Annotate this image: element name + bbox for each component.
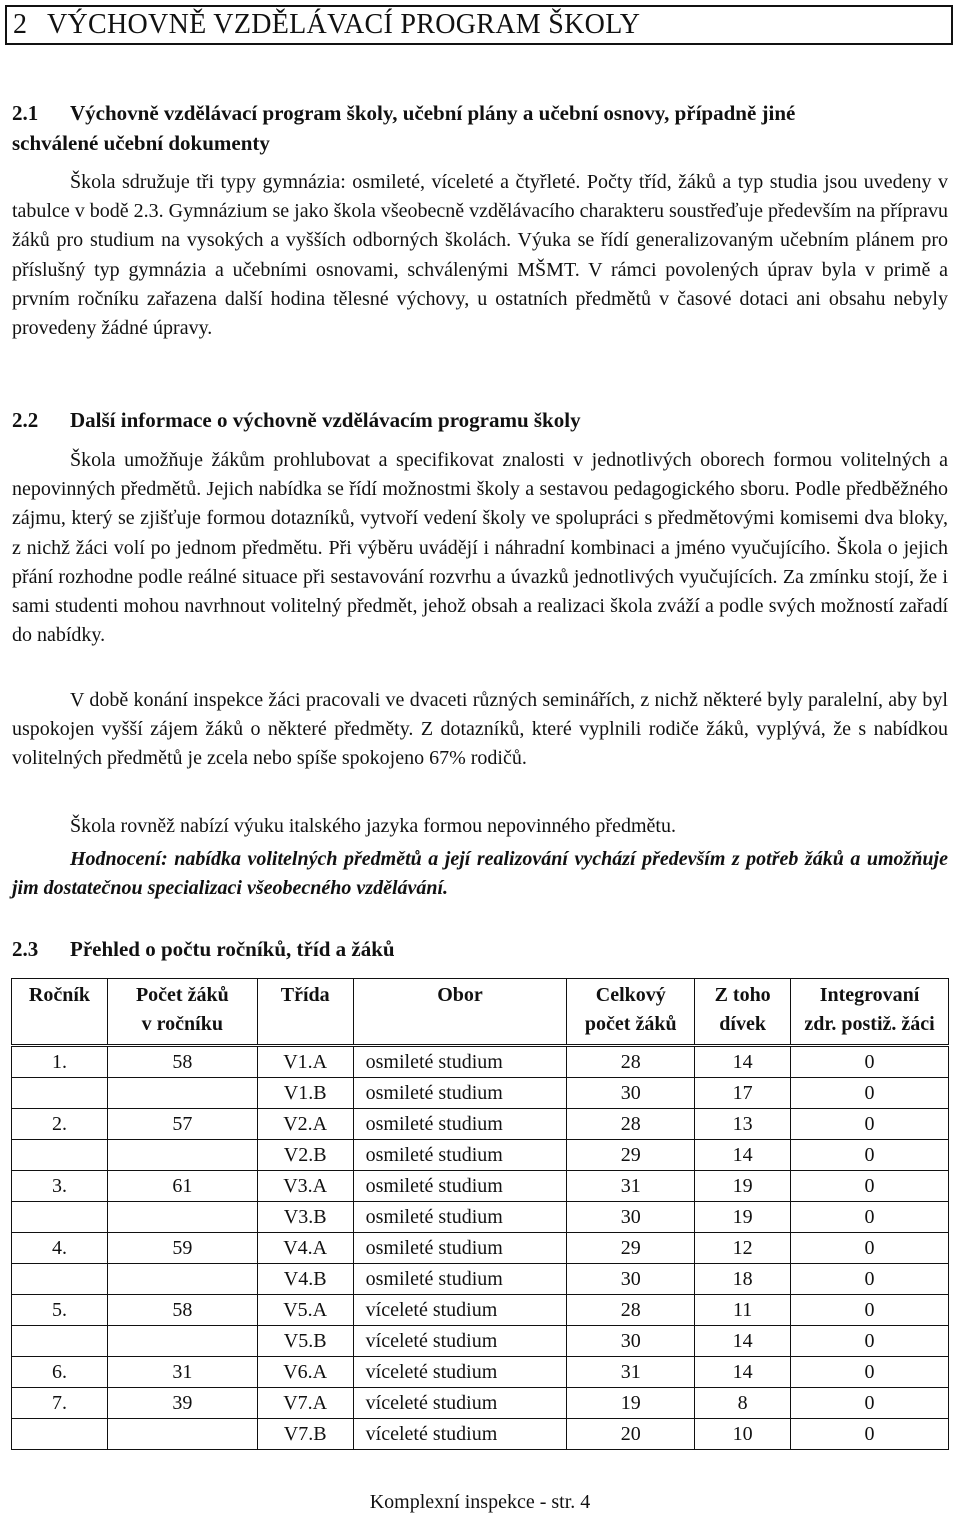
table-cell: osmileté studium: [353, 1264, 567, 1295]
table-cell: 5.: [12, 1295, 108, 1326]
table-header-cell: [12, 979, 108, 1046]
chapter-number: 2: [13, 9, 28, 40]
table-cell: 20: [567, 1419, 695, 1450]
table-row: [12, 1046, 949, 1078]
table-cell: V5.A: [257, 1295, 353, 1326]
table-cell: [107, 1078, 257, 1109]
table-cell: 0: [791, 1140, 949, 1171]
table-cell: 28: [567, 1046, 695, 1078]
table-cell: 11: [695, 1295, 791, 1326]
section-2-2-paragraph-3: Škola rovněž nabízí výuku italského jazyka formou nepovinného předmětu.: [70, 815, 676, 837]
chapter-heading: [5, 5, 953, 45]
table-cell: 61: [107, 1171, 257, 1202]
header-line-2: počet žáků: [584, 1013, 677, 1035]
table-cell: [107, 1264, 257, 1295]
table-cell: V2.B: [257, 1140, 353, 1171]
table-cell: 13: [695, 1109, 791, 1140]
chapter-title: VÝCHOVNĚ VZDĚLÁVACÍ PROGRAM ŠKOLY: [47, 9, 641, 40]
table-cell: 31: [107, 1357, 257, 1388]
section-title: Další informace o výchovně vzdělávacím programu školy: [70, 408, 581, 432]
table-cell: [12, 1140, 108, 1171]
table-cell: 1.: [12, 1046, 108, 1078]
header-line-1: Integrovaní: [819, 984, 920, 1006]
table-cell: 0: [791, 1419, 949, 1450]
page-footer: Komplexní inspekce - str. 4: [369, 1491, 591, 1513]
table-cell: [12, 1202, 108, 1233]
table-cell: 0: [791, 1109, 949, 1140]
section-2-2-heading: [12, 405, 952, 435]
table-cell: osmileté studium: [353, 1109, 567, 1140]
table-cell: osmileté studium: [353, 1171, 567, 1202]
table-cell: 4.: [12, 1233, 108, 1264]
section-number: 2.3: [12, 937, 39, 961]
section-number: 2.1: [12, 101, 39, 125]
table-cell: 0: [791, 1357, 949, 1388]
section-2-2-paragraph-1: Škola umožňuje žákům prohlubovat a specifikovat znalosti v jednotlivých oborech formou volitelných a nepovinných předmětů. Jejich nabídka se řídí možnostmi školy a sestavou pedagogického sboru. Podle předběžného zájmu, který se zjišťuje formou dotazníků, vytvoří vedení školy ve spolupráci s předmětovými komisemi dva bloky, z nichž žáci volí po jednom předmětu. Při výběru uvádějí i náhradní kombinaci a jméno vyučujícího. Škola o jejich přání rozhodne podle reálné situace při sestavování rozvrhu a úvazků jednotlivých vyučujících. Za zmínku stojí, že i sami studenti mohou navrhnout volitelný předmět, jehož obsah a realizaci škola zváží a podle svých možností zařadí do nabídky.: [12, 449, 948, 647]
table-cell: víceleté studium: [353, 1326, 567, 1357]
table-row: [12, 1326, 949, 1357]
section-number: 2.2: [12, 408, 39, 432]
section-title-line1: Výchovně vzdělávací program školy, učební plány a učební osnovy, případně jiné: [70, 101, 796, 125]
table-cell: [12, 1326, 108, 1357]
table-cell: 0: [791, 1388, 949, 1419]
table-cell: 3.: [12, 1171, 108, 1202]
table-cell: [107, 1419, 257, 1450]
table-row: [12, 1264, 949, 1295]
evaluation-paragraph: Hodnocení: nabídka volitelných předmětů a její realizování vychází především z potřeb žáků a umožňuje jim dostatečnou specializaci všeobecného vzdělávání.: [12, 848, 948, 900]
table-row: [12, 1202, 949, 1233]
section-2-2-paragraph-2: V době konání inspekce žáci pracovali ve dvaceti různých seminářích, z nichž některé byly paralelní, aby byl uspokojen vyšší zájem žáků o některé předměty. Z dotazníků, které vyplnili rodiče žáků, vyplývá, že s nabídkou volitelných předmětů je zcela nebo spíše spokojeno 67% rodičů.: [12, 689, 948, 770]
table-cell: 19: [695, 1171, 791, 1202]
table-cell: 58: [107, 1046, 257, 1078]
table-cell: 29: [567, 1233, 695, 1264]
table-cell: 18: [695, 1264, 791, 1295]
table-cell: 28: [567, 1109, 695, 1140]
table-cell: 19: [695, 1202, 791, 1233]
table-cell: V1.B: [257, 1078, 353, 1109]
table-cell: 0: [791, 1233, 949, 1264]
table-cell: 39: [107, 1388, 257, 1419]
table-cell: 57: [107, 1109, 257, 1140]
table-cell: V3.B: [257, 1202, 353, 1233]
table-cell: 6.: [12, 1357, 108, 1388]
table-cell: 0: [791, 1264, 949, 1295]
table-cell: osmileté studium: [353, 1233, 567, 1264]
table-header-cell: [567, 979, 695, 1046]
table-row: [12, 1109, 949, 1140]
table-cell: 0: [791, 1295, 949, 1326]
table-cell: [107, 1202, 257, 1233]
table-header-cell: [107, 979, 257, 1046]
section-2-1-heading: [12, 98, 952, 158]
header-line-2: v ročníku: [141, 1013, 223, 1035]
table-cell: 30: [567, 1264, 695, 1295]
table-header-cell: [353, 979, 567, 1046]
table-cell: V1.A: [257, 1046, 353, 1078]
table-cell: 31: [567, 1357, 695, 1388]
header-line-2: dívek: [719, 1013, 766, 1035]
table-cell: V3.A: [257, 1171, 353, 1202]
table-cell: 30: [567, 1202, 695, 1233]
table-cell: V5.B: [257, 1326, 353, 1357]
table-cell: víceleté studium: [353, 1357, 567, 1388]
table-cell: 0: [791, 1326, 949, 1357]
table-cell: V7.B: [257, 1419, 353, 1450]
section-2-3-heading: [12, 934, 952, 964]
table-header-cell: [257, 979, 353, 1046]
table-row: [12, 1388, 949, 1419]
table-header-cell: [791, 979, 949, 1046]
table-cell: 14: [695, 1357, 791, 1388]
table-cell: 58: [107, 1295, 257, 1326]
table-cell: 12: [695, 1233, 791, 1264]
table-cell: 14: [695, 1140, 791, 1171]
table-row: [12, 1419, 949, 1450]
header-line-1: Obor: [437, 984, 483, 1006]
table-cell: V4.A: [257, 1233, 353, 1264]
table-cell: [107, 1326, 257, 1357]
table-cell: 30: [567, 1078, 695, 1109]
table-cell: 0: [791, 1046, 949, 1078]
section-title: Přehled o počtu ročníků, tříd a žáků: [70, 937, 395, 961]
table-cell: osmileté studium: [353, 1046, 567, 1078]
section-2-1-paragraph: Škola sdružuje tři typy gymnázia: osmileté, víceleté a čtyřleté. Počty tříd, žáků a typ studia jsou uvedeny v tabulce v bodě 2.3. Gymnázium se jako škola všeobecně vzdělávacího charakteru soustřeďuje především na přípravu žáků pro studium na vysokých a vyšších odborných školách. Výuka se řídí generalizovaným učebním plánem pro příslušný typ gymnázia a učebními osnovami, schválenými MŠMT. V rámci povolených úprav byla v primě a prvním ročníku zařazena další hodina tělesné výchovy, u ostatních předmětů v časové dotaci ani obsahu nebyly provedeny žádné úpravy.: [12, 171, 948, 340]
table-cell: 28: [567, 1295, 695, 1326]
table-cell: 17: [695, 1078, 791, 1109]
table-cell: 29: [567, 1140, 695, 1171]
table-row: [12, 1233, 949, 1264]
table-cell: 31: [567, 1171, 695, 1202]
table-cell: osmileté studium: [353, 1140, 567, 1171]
header-line-1: Počet žáků: [135, 984, 229, 1006]
header-line-1: Z toho: [714, 984, 771, 1006]
table-cell: 30: [567, 1326, 695, 1357]
table-cell: víceleté studium: [353, 1419, 567, 1450]
header-line-2: zdr. postiž. žáci: [804, 1013, 935, 1035]
table-cell: víceleté studium: [353, 1388, 567, 1419]
table-row: [12, 1078, 949, 1109]
table-cell: 0: [791, 1171, 949, 1202]
table-cell: [107, 1140, 257, 1171]
table-cell: 2.: [12, 1109, 108, 1140]
header-line-1: Celkový: [595, 984, 666, 1006]
table-cell: V4.B: [257, 1264, 353, 1295]
table-cell: osmileté studium: [353, 1078, 567, 1109]
table-row: [12, 1140, 949, 1171]
table-cell: [12, 1264, 108, 1295]
table-cell: V6.A: [257, 1357, 353, 1388]
table-cell: víceleté studium: [353, 1295, 567, 1326]
table-row: [12, 1171, 949, 1202]
table-cell: 19: [567, 1388, 695, 1419]
table-header-row: [12, 979, 949, 1046]
table-cell: 10: [695, 1419, 791, 1450]
table-cell: V2.A: [257, 1109, 353, 1140]
section-title-line2: schválené učební dokumenty: [12, 131, 270, 155]
header-line-1: Ročník: [28, 984, 91, 1006]
header-line-1: Třída: [280, 984, 330, 1006]
table-row: [12, 1295, 949, 1326]
table-cell: 0: [791, 1202, 949, 1233]
table-cell: 7.: [12, 1388, 108, 1419]
table-cell: [12, 1078, 108, 1109]
table-cell: V7.A: [257, 1388, 353, 1419]
table-cell: 8: [695, 1388, 791, 1419]
class-overview-table: [11, 978, 949, 1450]
table-header-cell: [695, 979, 791, 1046]
table-cell: 59: [107, 1233, 257, 1264]
table-cell: [12, 1419, 108, 1450]
table-cell: 0: [791, 1078, 949, 1109]
table-cell: osmileté studium: [353, 1202, 567, 1233]
table-row: [12, 1357, 949, 1388]
table-cell: 14: [695, 1326, 791, 1357]
table-cell: 14: [695, 1046, 791, 1078]
